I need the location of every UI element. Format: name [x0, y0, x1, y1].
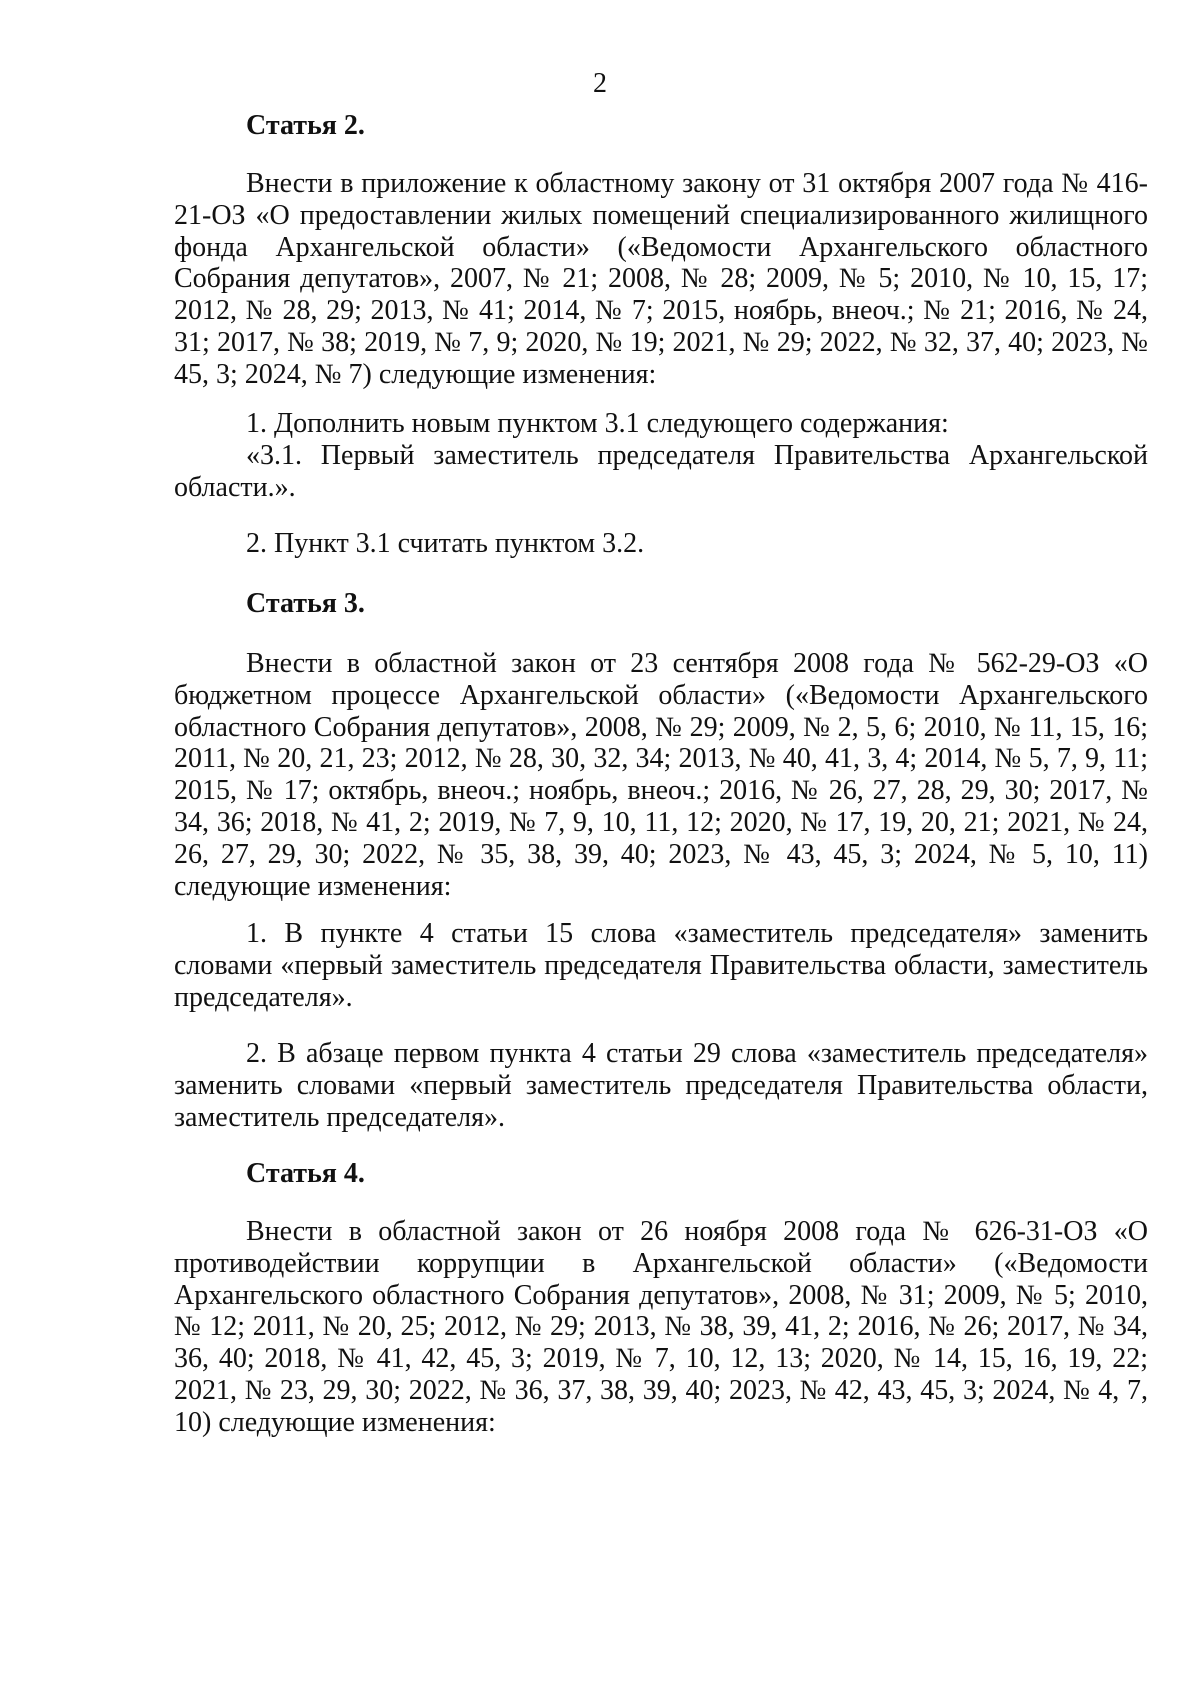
page-number: 2	[593, 68, 607, 99]
article-3-item-1	[174, 918, 1148, 1013]
article-2-intro-text: Внести в приложение к областному закону от 31 октября 2007 года № 416-21-ОЗ «О предоставлении жилых помещений специализированного жилищного фонда Архангельской области» («Ведомости Архангельского областного Собрания депутатов», 2007, № 21; 2008, № 28; 2009, № 5; 2010, № 10, 15, 17; 2012, № 28, 29; 2013, № 41; 2014, № 7; 2015, ноябрь, внеоч.; № 21; 2016, № 24, 31; 2017, № 38; 2019, № 7, 9; 2020, № 19; 2021, № 29; 2022, № 32, 37, 40; 2023, № 45, 3; 2024, № 7) следующие изменения:	[174, 168, 1148, 390]
article-4-intro	[174, 1216, 1148, 1439]
article-2-intro	[174, 168, 1148, 391]
article-3-item-2	[174, 1038, 1148, 1133]
article-3-item-2-text: 2. В абзаце первом пункта 4 статьи 29 слова «заместитель председателя» заменить словами «первый заместитель председателя Правительства области, заместитель председателя».	[174, 1038, 1148, 1133]
article-2-heading: Статья 2.	[246, 110, 365, 141]
article-3-intro-text: Внести в областной закон от 23 сентября 2008 года № 562-29-ОЗ «О бюджетном процессе Архангельской области» («Ведомости Архангельского областного Собрания депутатов», 2008, № 29; 2009, № 2, 5, 6; 2010, № 11, 15, 16; 2011, № 20, 21, 23; 2012, № 28, 30, 32, 34; 2013, № 40, 41, 3, 4; 2014, № 5, 7, 9, 11; 2015, № 17; октябрь, внеоч.; ноябрь, внеоч.; 2016, № 26, 27, 28, 29, 30; 2017, № 34, 36; 2018, № 41, 2; 2019, № 7, 9, 10, 11, 12; 2020, № 17, 19, 20, 21; 2021, № 24, 26, 27, 29, 30; 2022, № 35, 38, 39, 40; 2023, № 43, 45, 3; 2024, № 5, 10, 11) следующие изменения:	[174, 648, 1148, 902]
article-3-intro	[174, 648, 1148, 902]
article-4-intro-text: Внести в областной закон от 26 ноября 2008 года № 626-31-ОЗ «О противодействии коррупции в Архангельской области» («Ведомости Архангельского областного Собрания депутатов», 2008, № 31; 2009, № 5; 2010, № 12; 2011, № 20, 25; 2012, № 29; 2013, № 38, 39, 41, 2; 2016, № 26; 2017, № 34, 36, 40; 2018, № 41, 42, 45, 3; 2019, № 7, 10, 12, 13; 2020, № 14, 15, 16, 19, 22; 2021, № 23, 29, 30; 2022, № 36, 37, 38, 39, 40; 2023, № 42, 43, 45, 3; 2024, № 4, 7, 10) следующие изменения:	[174, 1216, 1148, 1438]
article-2-item-2-text: 2. Пункт 3.1 считать пунктом 3.2.	[246, 528, 645, 559]
article-2-item-1	[174, 408, 1148, 503]
article-2-item-2	[174, 528, 1148, 560]
article-3-heading: Статья 3.	[246, 588, 365, 619]
article-2-item-1-quote: «3.1. Первый заместитель председателя Правительства Архангельской области.».	[174, 439, 1148, 503]
article-3-item-1-text: 1. В пункте 4 статьи 15 слова «заместитель председателя» заменить словами «первый заместитель председателя Правительства области, заместитель председателя».	[174, 918, 1148, 1013]
article-4-heading: Статья 4.	[246, 1158, 365, 1189]
article-2-item-1-text: 1. Дополнить новым пунктом 3.1 следующего содержания:	[246, 408, 949, 439]
